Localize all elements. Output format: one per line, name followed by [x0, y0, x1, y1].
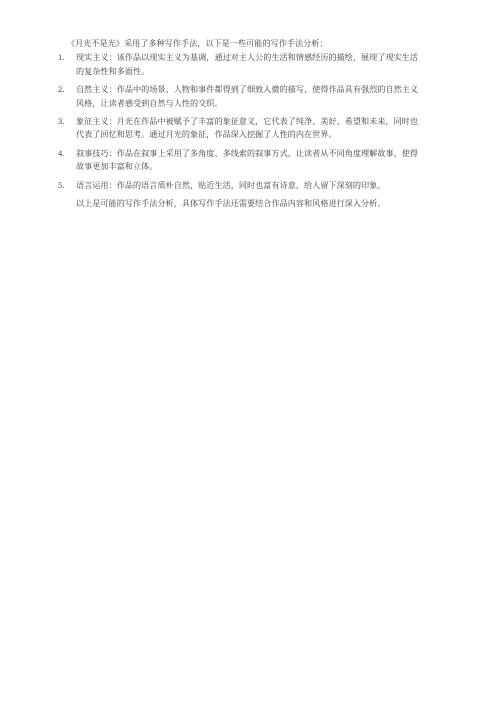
intro-paragraph: 《月光不是光》采用了多种写作手法，以下是一些可能的写作手法分析： — [67, 38, 328, 48]
list-item-text: 象征主义：月光在作品中被赋予了丰富的象征意义，它代表了纯净、美好、希望和未来，同时也代表了回忆和思考。通过月光的象征，作品深入挖掘了人性的内在世界。 — [76, 116, 419, 140]
list-item-text: 自然主义：作品中的场景、人物和事件都得到了细致入微的描写，使得作品具有强烈的自然主义风格，让读者感受到自然与人性的交织。 — [76, 84, 419, 108]
list-item-number: 2. — [58, 85, 65, 95]
list-item — [58, 147, 423, 174]
analysis-list — [58, 51, 423, 192]
list-item-number: 3. — [58, 117, 65, 127]
document-body — [58, 37, 423, 210]
list-item — [58, 115, 423, 142]
list-item-text: 现实主义：该作品以现实主义为基调，通过对主人公的生活和情感经历的描绘，展现了现实生活的复杂性和多面性。 — [76, 52, 419, 76]
list-item — [58, 51, 423, 78]
list-item-number: 1. — [58, 53, 65, 63]
list-item-text: 语言运用：作品的语言质朴自然，贴近生活，同时也富有诗意，给人留下深刻的印象。 — [76, 179, 386, 190]
list-item — [58, 179, 423, 192]
list-item-number: 4. — [58, 148, 65, 158]
conclusion-paragraph: 以上是可能的写作手法分析，具体写作手法还需要结合作品内容和风格进行深入分析。 — [76, 198, 386, 209]
list-item — [58, 83, 423, 110]
list-item-text: 叙事技巧：作品在叙事上采用了多角度、多线索的叙事方式，让读者从不同角度理解故事，使得故事更加丰富和立体。 — [76, 147, 419, 172]
list-item-number: 5. — [58, 180, 65, 190]
